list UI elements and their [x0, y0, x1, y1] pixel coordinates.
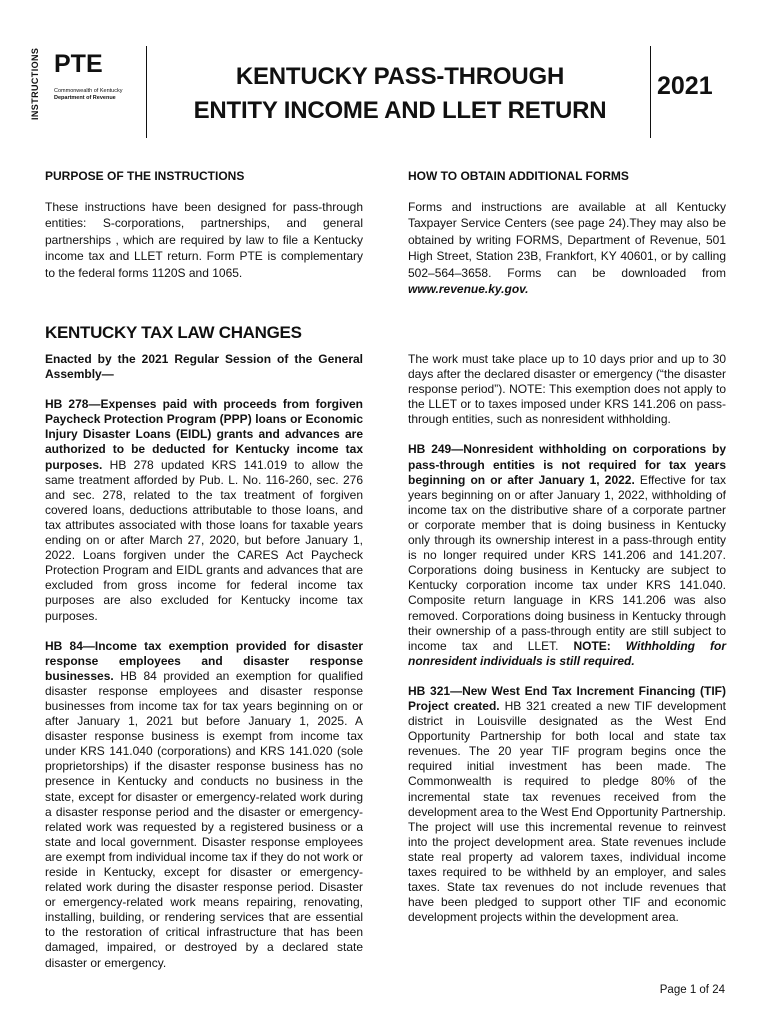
hb249-paragraph — [408, 442, 726, 668]
revenue-website-link[interactable]: www.revenue.ky.gov. — [408, 282, 529, 297]
forms-body: Forms and instructions are available at all Kentucky Taxpayer Service Centers (see page 24).They may also be obtained by writing FORMS, Department of Revenue, 501 High Street, Station 23B, Frankfort, KY 40601, or by calling 502–564–3658. Forms can be downloaded from — [408, 200, 726, 280]
form-identity — [54, 52, 122, 101]
header-divider-left — [146, 46, 147, 138]
purpose-heading: PURPOSE OF THE INSTRUCTIONS — [45, 169, 245, 183]
form-code: PTE — [54, 50, 103, 78]
law-changes-heading: KENTUCKY TAX LAW CHANGES — [45, 323, 302, 342]
hb321-paragraph — [408, 684, 726, 926]
department-name: Department of Revenue — [54, 95, 116, 101]
left-column — [45, 352, 363, 986]
hb84-body: HB 84 provided an exemption for qualified disaster response employees and disaster response businesses from income tax for tax years beginning on or after January 1, 2021 but before January 1, 2025. A disaster response business is exempt from income tax under KRS 141.040 (corporations) and KRS 141.020 (sole proprietorships) if the disaster response business has no presence in Kentucky and conducts no business in the state, except for disaster or emergency-related work during a disaster response period and the disaster or emergency-related work was requested by a registered business or a state and local government. Disaster response employees are exempt from individual income tax if they do not work or reside in Kentucky, except for disaster or emergency-related work during the disaster response period. Disaster or emergency-related work means repairing, renovating, installing, building, or rendering services that are essential to the restoration of critical infrastructure that has been damaged, impaired, or destroyed by a declared state disaster or emergency. — [45, 668, 363, 970]
title-line-2: ENTITY INCOME AND LLET RETURN — [193, 97, 607, 124]
hb278-paragraph — [45, 397, 363, 623]
instructions-vertical-label: INSTRUCTIONS — [30, 47, 40, 120]
forms-text — [408, 199, 726, 297]
hb249-title: HB 249—Nonresident withholding on corporations by pass-through entities is not required for tax years beginning on or after January 1, 2022. — [408, 442, 726, 487]
hb278-body: HB 278 updated KRS 141.019 to allow the same treatment afforded by Pub. L. No. 116-260, sec. 276 and sec. 278, related to the tax treatment of forgiven covered loans, deductions attributable to those loans, and tax attributes associated with those loans for taxable years ending on or after March 27, 2020, but before January 1, 2022. Loans forgiven under the CARES Act Paycheck Protection Program and EIDL grants and advances that are excluded from gross income for federal income tax purposes are also excluded for Kentucky income tax purposes. — [45, 457, 363, 623]
hb249-note: Withholding for nonresident individuals is still required. — [408, 638, 727, 668]
hb84-paragraph — [45, 639, 363, 971]
hb249-body: Effective for tax years beginning on or after January 1, 2022, withholding of income tax on the distributive share of a corporate partner or corporate member that is doing business in Kentucky only through its ownership interest in a pass-through entity is no longer required under KRS 141.206 and 141.207. Corporations doing business in Kentucky are subject to Kentucky corporation income tax under KRS 141.040. Composite return language in KRS 141.206 was also removed. Corporations doing business in Kentucky through their ownership of a pass-through entity are still subject to income tax and LLET. — [408, 472, 726, 653]
forms-heading: HOW TO OBTAIN ADDITIONAL FORMS — [408, 169, 629, 183]
hb321-title: HB 321—New West End Tax Increment Financing (TIF) Project created. — [408, 683, 726, 713]
hb84-continued: The work must take place up to 10 days prior and up to 30 days after the declared disaster or emergency (“the disaster response period”). NOTE: This exemption does not apply to the LLET or to taxes imposed under KRS 141.206 on pass-through entities, such as nonresident withholding. — [408, 352, 726, 427]
page-title — [150, 60, 650, 128]
hb321-body: HB 321 created a new TIF development district in Louisville designated as the West End Opportunity Partnership for both local and state tax revenues. The 20 year TIF program begins once the required initial investment has been made. The Commonwealth is required to pledge 80% of the incremental state tax revenues received from the development area to the West End Opportunity Partnership. The project will use this incremental revenue to reinvest into the project development area. State revenues include state real property ad valorem taxes, individual income taxes required to be withheld by an employer, and sales taxes. State tax revenues do not include revenues that have been pledged to support other TIF and economic development projects within the development area. — [408, 698, 727, 925]
hb84-title: HB 84—Income tax exemption provided for disaster response employees and disaster response businesses. — [45, 638, 363, 683]
header-divider-right — [650, 46, 651, 138]
enacted-heading: Enacted by the 2021 Regular Session of the General Assembly— — [45, 352, 363, 382]
right-column — [408, 352, 726, 940]
hb278-title: HB 278—Expenses paid with proceeds from forgiven Paycheck Protection Program (PPP) loans or Economic Injury Disaster Loans (EIDL) grants and advances are authorized to be deducted for Kentucky income tax purposes. — [45, 397, 363, 472]
purpose-text: These instructions have been designed for pass-through entities: S-corporations, partnerships, and general partnerships , which are required by law to file a Kentucky income tax and LLET return. Form PTE is complementary to the federal forms 1120S and 1065. — [45, 200, 363, 280]
hb249-note-label: NOTE: — [558, 638, 626, 653]
title-line-1: KENTUCKY PASS-THROUGH — [235, 63, 565, 90]
page-number: Page 1 of 24 — [659, 984, 725, 996]
tax-year: 2021 — [657, 72, 713, 100]
org-name: Commonwealth of Kentucky — [54, 88, 123, 94]
